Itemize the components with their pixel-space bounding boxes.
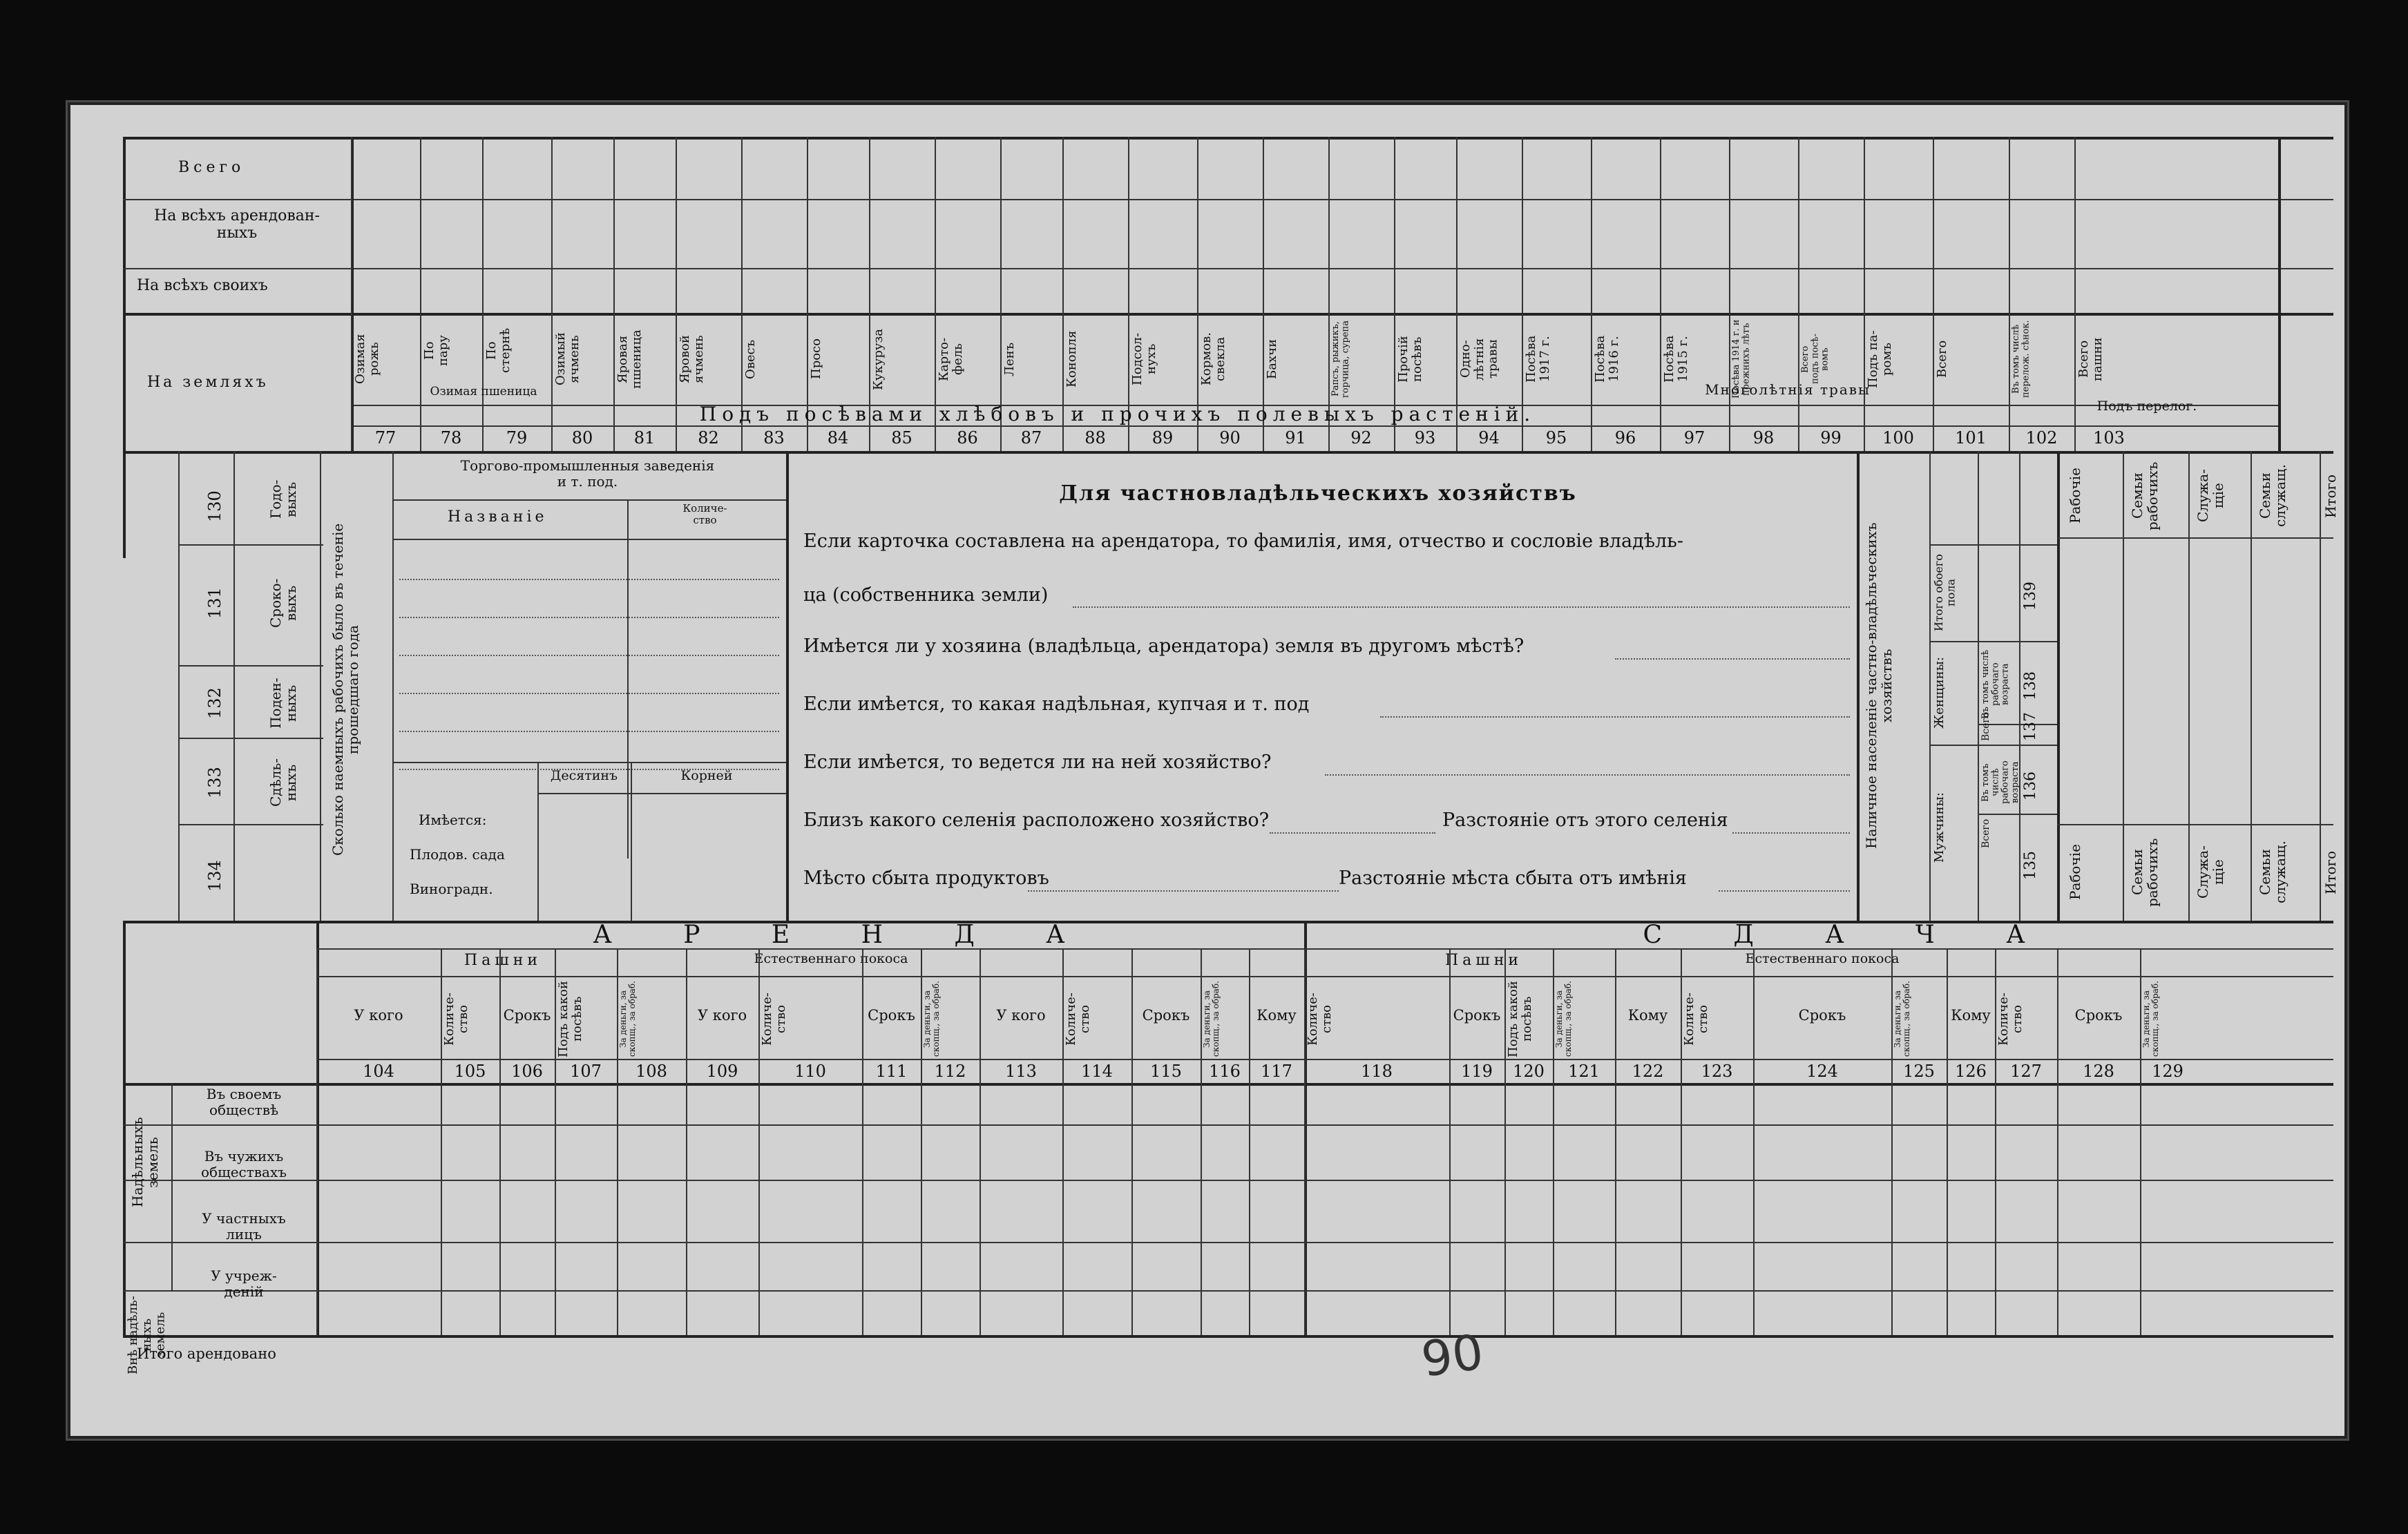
lease-header-105: Количе- ство — [442, 993, 470, 1046]
question-land-type: Если имѣется, то какая надѣльная, купчая и т. под — [803, 693, 1310, 715]
crop-num-89: 89 — [1152, 428, 1174, 448]
lease-header-107: Подъ какой посѣвъ — [556, 981, 584, 1057]
crop-num-85: 85 — [891, 428, 912, 448]
lease-num-115: 115 — [1150, 1062, 1182, 1081]
question-village: Близъ какого селенія расположено хозяйство? — [803, 809, 1270, 831]
crop-num-99: 99 — [1820, 428, 1842, 448]
lease-num-104: 104 — [363, 1062, 394, 1081]
nadelnyh-label: Надѣльныхъ земель — [129, 1117, 161, 1208]
desyatin-header: Десятинъ — [550, 768, 618, 783]
crop-header-90: Кормов. свекла — [1199, 332, 1227, 386]
workers-num-133: 133 — [205, 767, 224, 798]
sluzh-header-bottom: Служа- щіе — [2195, 845, 2226, 899]
lease-header-121: За деньги, за скопщ., за обраб. — [1554, 981, 1574, 1057]
pod-perelog-label: Подъ перелог. — [2096, 399, 2197, 414]
workers-num-132: 132 — [205, 687, 224, 719]
crop-num-90: 90 — [1219, 428, 1241, 448]
itogo-header-bottom: Итого — [2322, 850, 2339, 894]
crop-header-81: Яровая пшеница — [615, 329, 644, 389]
lease-header-113: У кого — [996, 1007, 1046, 1024]
lease-header-109: У кого — [697, 1007, 747, 1024]
lease-num-124: 124 — [1806, 1062, 1838, 1081]
crop-num-96: 96 — [1614, 428, 1636, 448]
crop-header-99: Всего подъ посѣ- вомъ — [1800, 334, 1831, 385]
lease-header-120: Подъ какой посѣвъ — [1506, 981, 1534, 1057]
crop-num-81: 81 — [633, 428, 656, 448]
census-card — [66, 100, 2349, 1441]
row-label-arendovannyh: На всѣхъ арендован- ныхъ — [154, 207, 320, 242]
crop-header-77: Озимая рожь — [353, 334, 381, 385]
crop-num-78: 78 — [440, 428, 462, 448]
lease-num-119: 119 — [1461, 1062, 1493, 1081]
row-v-chuzhih: Въ чужихъ обществахъ — [201, 1148, 287, 1180]
crop-header-91: Бахчи — [1265, 339, 1279, 380]
workers-title: Сколько наемныхъ рабочихъ было въ теченіе прошедшаго года — [329, 523, 361, 856]
row-v-svoem: Въ своемъ обществѣ — [206, 1086, 282, 1118]
ozimaya-pshenitsa-label: Озимая пшеница — [430, 385, 537, 399]
lease-num-120: 120 — [1513, 1062, 1545, 1081]
lease-header-116: За деньги, за скопщ., за обраб. — [1202, 981, 1221, 1057]
lease-header-122: Кому — [1627, 1007, 1668, 1024]
lease-num-123: 123 — [1701, 1062, 1733, 1081]
question-other-land: Имѣется ли у хозяина (владѣльца, арендатора) земля въ другомъ мѣстѣ? — [803, 635, 1525, 657]
crop-header-89: Подсол- нухъ — [1130, 332, 1158, 386]
sdacha-estestv: Естественнаго покоса — [1745, 951, 1900, 966]
workers-sdelnyh: Сдѣль- ныхъ — [267, 758, 299, 807]
semi-sluzh-header-bottom: Семьи служащ. — [2257, 841, 2288, 904]
crop-header-84: Просо — [809, 338, 823, 380]
crop-num-88: 88 — [1084, 428, 1106, 448]
crop-header-82: Яровой ячмень — [678, 335, 706, 383]
crop-num-91: 91 — [1285, 428, 1306, 448]
pop-num-136: 136 — [2022, 771, 2039, 800]
lease-header-128: Срокъ — [2074, 1007, 2123, 1024]
crop-header-100: Подъ па- ромъ — [1866, 330, 1894, 388]
lease-num-129: 129 — [2152, 1062, 2184, 1081]
lease-header-118: Количе- ство — [1306, 993, 1334, 1046]
itogo-arendovano: Итого арендовано — [137, 1345, 276, 1362]
workers-podennyh: Поден- ныхъ — [267, 678, 299, 729]
lease-num-111: 111 — [875, 1062, 908, 1081]
row-u-uchrezhdeniy: У учреж- деній — [211, 1267, 277, 1300]
crop-num-93: 93 — [1414, 428, 1436, 448]
lease-num-113: 113 — [1005, 1062, 1037, 1081]
sluzh-header-top: Служа- щіе — [2195, 469, 2226, 523]
crop-num-97: 97 — [1683, 428, 1705, 448]
question-owner-b: ца (собственника земли) — [803, 584, 1049, 606]
torg-title: Торгово-промышленныя заведенія и т. под. — [460, 457, 715, 490]
question-owner-a: Если карточка составлена на арендатора, то фамилія, имя, отчество и сословіе владѣль- — [803, 530, 1683, 552]
lease-num-116: 116 — [1209, 1062, 1241, 1081]
workers-srokovyh: Сроко- выхъ — [267, 578, 299, 628]
pop-num-139: 139 — [2022, 582, 2039, 611]
lease-header-123: Количе- ство — [1682, 993, 1710, 1046]
workers-num-130: 130 — [205, 490, 224, 522]
lease-num-107: 107 — [570, 1062, 602, 1081]
lease-num-127: 127 — [2010, 1062, 2042, 1081]
nazvanie-header: Названіе — [448, 508, 548, 526]
crop-header-96: Посѣва 1916 г. — [1593, 335, 1621, 383]
question-market-distance: Разстояніе мѣста сбыта отъ имѣнія — [1339, 867, 1687, 889]
lease-header-117: Кому — [1256, 1007, 1297, 1024]
zhenshchiny-label: Женщины: — [1932, 657, 1947, 729]
handwritten-page-number: 90 — [1417, 1323, 1487, 1388]
itogo-header-top: Итого — [2322, 474, 2339, 518]
question-village-distance: Разстояніе отъ этого селенія — [1442, 809, 1728, 831]
crop-num-84: 84 — [827, 428, 849, 448]
row-label-vsego: Всего — [178, 159, 245, 176]
crop-header-80: Озимый ячмень — [553, 332, 582, 386]
lease-header-126: Кому — [1951, 1007, 1991, 1024]
private-title: Для частновладѣльческихъ хозяйствъ — [1059, 481, 1577, 506]
semi-rab-header-top: Семьи рабочихъ — [2129, 461, 2161, 530]
zhen-v-tom: Въ томъ числѣ рабочаго возраста — [1980, 649, 2011, 719]
crop-num-83: 83 — [763, 428, 785, 448]
lease-header-125: За деньги, за скопщ., за обраб. — [1893, 981, 1912, 1057]
crop-header-103: Всего пашни — [2076, 337, 2105, 381]
population-title: Наличное населеніе частно-владѣльческихъ хозяйствъ — [1863, 522, 1895, 850]
pop-num-137: 137 — [2022, 712, 2039, 741]
arenda-pashni: Пашни — [464, 952, 542, 969]
semi-sluzh-header-top: Семьи служащ. — [2257, 464, 2288, 528]
row-label-svoih: На всѣхъ своихъ — [137, 277, 268, 294]
crop-header-88: Конопля — [1064, 330, 1079, 388]
mnogoletnie-label: Многолѣтнія травы — [1705, 381, 1871, 398]
crop-header-85: Кукуруза — [871, 328, 886, 390]
crop-num-94: 94 — [1478, 428, 1500, 448]
crop-num-103: 103 — [2093, 428, 2125, 448]
lease-num-122: 122 — [1632, 1062, 1664, 1081]
rab-header-top: Рабочіе — [2067, 468, 2083, 524]
workers-godovyh: Годо- выхъ — [267, 479, 299, 519]
lease-num-109: 109 — [706, 1062, 738, 1081]
crop-header-93: Прочій посѣвъ — [1396, 336, 1424, 383]
sdacha-pashni: Пашни — [1444, 952, 1523, 969]
row-label-na-zemlyah: На земляхъ — [147, 374, 269, 391]
crop-header-94: Одно- лѣтнія травы — [1458, 338, 1500, 381]
crop-num-82: 82 — [698, 428, 719, 448]
lease-num-108: 108 — [636, 1062, 667, 1081]
crop-num-86: 86 — [957, 428, 978, 448]
row-u-chastnyh: У частныхъ лицъ — [202, 1210, 286, 1243]
crop-num-100: 100 — [1882, 428, 1914, 448]
pod-posevami-title: Подъ посѣвами хлѣбовъ и прочихъ полевыхъ растеній. — [699, 403, 1536, 425]
arenda-estestv: Естественнаго покоса — [754, 951, 908, 966]
vinogradn-label: Виноградн. — [410, 881, 493, 897]
crop-header-92: Рапсъ, рыжикъ, горчица, сурепа — [1330, 320, 1351, 398]
workers-num-131: 131 — [205, 587, 224, 619]
crop-header-86: Карто- фель — [937, 337, 965, 381]
lease-num-125: 125 — [1903, 1062, 1935, 1081]
lease-num-126: 126 — [1955, 1062, 1987, 1081]
lease-num-117: 117 — [1261, 1062, 1292, 1081]
lease-header-106: Срокъ — [503, 1007, 551, 1024]
imeetsya-label: Имѣется: — [419, 812, 487, 828]
lease-header-124: Срокъ — [1798, 1007, 1846, 1024]
crop-header-98: Посѣва 1914 г. и прежнихъ лѣтъ — [1731, 319, 1752, 399]
crop-num-102: 102 — [2025, 428, 2058, 448]
plodov-sada-label: Плодов. сада — [410, 846, 505, 863]
lease-header-115: Срокъ — [1142, 1007, 1190, 1024]
pop-num-138: 138 — [2022, 671, 2039, 700]
vne-nadel-label: Внѣ надѣль- ныхъ земель — [126, 1296, 168, 1374]
question-market: Мѣсто сбыта продуктовъ — [803, 867, 1049, 889]
lease-header-119: Срокъ — [1453, 1007, 1501, 1024]
crop-num-80: 80 — [571, 428, 593, 448]
lease-header-110: Количе- ство — [760, 993, 788, 1046]
muzhchiny-label: Мужчины: — [1932, 792, 1947, 863]
lease-header-108: За деньги, за скопщ., за обраб. — [618, 981, 638, 1057]
lease-num-105: 105 — [454, 1062, 486, 1081]
question-farming: Если имѣется, то ведется ли на ней хозяйство? — [803, 751, 1272, 773]
lease-header-129: За деньги, за скопщ., за обраб. — [2141, 981, 2161, 1057]
lease-num-112: 112 — [934, 1062, 966, 1081]
crop-num-79: 79 — [506, 428, 528, 448]
workers-num-134: 134 — [205, 860, 224, 892]
crop-header-101: Всего — [1935, 340, 1949, 378]
crop-num-77: 77 — [374, 428, 396, 448]
lease-num-118: 118 — [1361, 1062, 1393, 1081]
korney-header: Корней — [680, 768, 733, 783]
crop-num-101: 101 — [1955, 428, 1987, 448]
crop-header-97: Посѣва 1915 г. — [1662, 335, 1690, 383]
lease-num-114: 114 — [1081, 1062, 1113, 1081]
lease-num-106: 106 — [511, 1062, 543, 1081]
arenda-title: А Р Е Н Д А — [593, 921, 1097, 949]
zhen-vsego: Всего — [1980, 711, 1991, 741]
lease-header-104: У кого — [354, 1007, 403, 1024]
crop-header-79: По стернѣ — [484, 327, 513, 374]
pop-num-135: 135 — [2022, 851, 2039, 880]
itogo-obo-pola: Итого обоего пола — [1932, 554, 1958, 631]
muzh-vsego: Всего — [1980, 818, 1991, 848]
crop-header-102: Въ томъ числѣ перелож. сѣнок. — [2011, 320, 2032, 399]
rab-header-bottom: Рабочіе — [2067, 844, 2083, 901]
crop-num-87: 87 — [1020, 428, 1042, 448]
muzh-v-tom: Въ томъ числѣ рабочаго возраста — [1980, 760, 2020, 805]
semi-rab-header-bottom: Семьи рабочихъ — [2129, 838, 2161, 907]
lease-header-114: Количе- ство — [1064, 993, 1092, 1046]
lease-header-127: Количе- ство — [1996, 993, 2025, 1046]
lease-num-110: 110 — [794, 1062, 826, 1081]
kolichestvo-header: Количе- ство — [682, 502, 727, 527]
lease-header-112: За деньги, за скопщ., за обраб. — [922, 981, 942, 1057]
crop-header-87: Ленъ — [1002, 342, 1017, 376]
lease-num-121: 121 — [1568, 1062, 1600, 1081]
crop-header-83: Овесъ — [743, 339, 758, 379]
lease-header-111: Срокъ — [868, 1007, 915, 1024]
crop-num-95: 95 — [1545, 428, 1567, 448]
lease-num-128: 128 — [2083, 1062, 2114, 1081]
sdacha-title: С Д А Ч А — [1643, 921, 2057, 949]
crop-header-95: Посѣва 1917 г. — [1524, 335, 1552, 383]
crop-num-92: 92 — [1350, 428, 1372, 448]
crop-num-98: 98 — [1752, 428, 1775, 448]
crop-header-78: По пару — [422, 335, 450, 366]
